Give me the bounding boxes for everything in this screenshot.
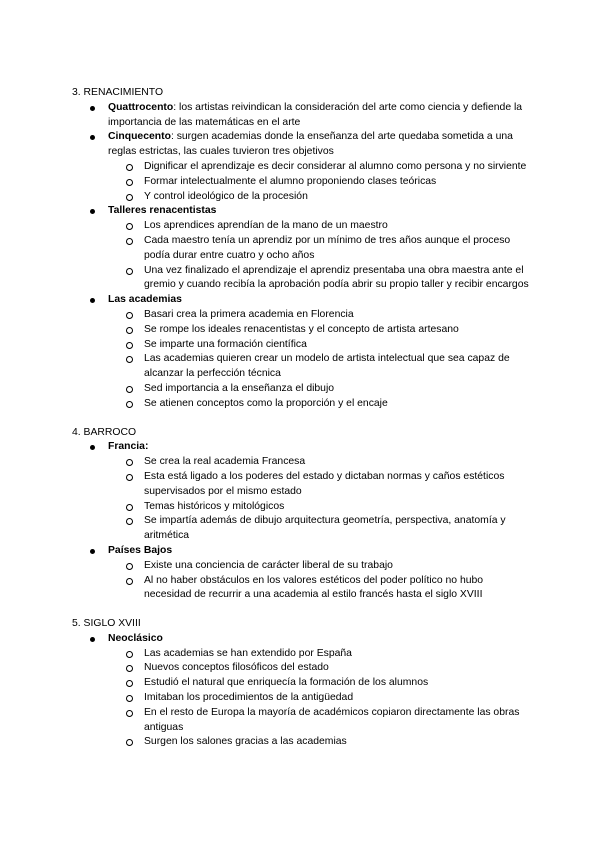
sub-item-text: En el resto de Europa la mayoría de académicos copiaron directamente las obras antiguas [144, 706, 520, 733]
sub-list-item [144, 190, 532, 205]
sub-list-item [144, 382, 532, 397]
sub-list-item [144, 338, 532, 353]
sub-list-item [144, 470, 532, 500]
sub-item-text: Las academias quieren crear un modelo de artista intelectual que sea capaz de alcanzar la perfección técnica [144, 353, 510, 380]
sub-list-item [144, 175, 532, 190]
hollow-bullet-icon [126, 474, 133, 481]
hollow-bullet-icon [126, 238, 133, 245]
hollow-bullet-icon [126, 356, 133, 363]
hollow-bullet-icon [126, 401, 133, 408]
filled-bullet-icon [90, 298, 95, 303]
item-heading: Países Bajos [108, 544, 173, 556]
sub-item-text: Se imparte una formación científica [144, 338, 307, 350]
sub-item-text: Temas históricos y mitológicos [144, 500, 285, 512]
sub-list-item [144, 308, 532, 323]
hollow-bullet-icon [126, 710, 133, 717]
sub-item-text: Al no haber obstáculos en los valores estéticos del poder político no hubo necesidad de recurrir a una academia al estilo francés hasta el siglo XVIII [144, 574, 484, 601]
sub-item-text: Se rompe los ideales renacentistas y el concepto de artista artesano [144, 323, 459, 335]
hollow-bullet-icon [126, 194, 133, 201]
hollow-bullet-icon [126, 680, 133, 687]
sub-list-item [144, 264, 532, 294]
list-item [108, 101, 532, 131]
section-title: 4. BARROCO [72, 426, 137, 438]
hollow-bullet-icon [126, 578, 133, 585]
sub-list-item [144, 706, 532, 736]
sub-item-text: Estudió el natural que enriquecía la formación de los alumnos [144, 677, 429, 689]
sub-item-text: Cada maestro tenía un aprendiz por un mínimo de tres años aunque el proceso podía durar entre cuatro y ocho años [144, 234, 511, 261]
sub-list-item [144, 160, 532, 175]
sub-item-text: Esta está ligado a los poderes del estado y dictaban normas y caños estéticos supervisados por el mismo estado [144, 470, 505, 497]
filled-bullet-icon [90, 637, 95, 642]
hollow-bullet-icon [126, 504, 133, 511]
item-text: : los artistas reivindican la consideración del arte como ciencia y defiende la importancia de las matemáticas en el arte [108, 101, 523, 128]
sub-list-item [144, 352, 532, 382]
hollow-bullet-icon [126, 651, 133, 658]
sub-item-text: Existe una conciencia de carácter liberal de su trabajo [144, 559, 393, 571]
hollow-bullet-icon [126, 342, 133, 349]
sub-list-item [144, 661, 532, 676]
sub-list-item [144, 500, 532, 515]
section-title: 5. SIGLO XVIII [72, 618, 141, 630]
sub-list-item [144, 574, 532, 604]
hollow-bullet-icon [126, 695, 133, 702]
sub-item-text: Dignificar el aprendizaje es decir considerar al alumno como persona y no sirviente [144, 160, 527, 172]
sub-item-text: Las academias se han extendido por España [144, 647, 352, 659]
sub-item-text: Una vez finalizado el aprendizaje el aprendiz presentaba una obra maestra ante el gremio y cuando recibía la aprobación podía abrir su propio taller y recibir encargos [144, 264, 529, 291]
hollow-bullet-icon [126, 386, 133, 393]
sub-item-text: Surgen los salones gracias a las academias [144, 736, 347, 748]
item-heading: Las academias [108, 294, 182, 306]
sub-item-text: Se atienen conceptos como la proporción y el encaje [144, 397, 388, 409]
filled-bullet-icon [90, 209, 95, 214]
sub-item-text: Y control ideológico de la procesión [144, 190, 308, 202]
item-heading: Neoclásico [108, 632, 163, 644]
sub-item-text: Nuevos conceptos filosóficos del estado [144, 662, 329, 674]
filled-bullet-icon [90, 445, 95, 450]
hollow-bullet-icon [126, 518, 133, 525]
list-item [108, 293, 532, 411]
list-item [108, 440, 532, 544]
sub-item-text: Imitaban los procedimientos de la antigüedad [144, 692, 354, 704]
filled-bullet-icon [90, 549, 95, 554]
sub-list-item [144, 691, 532, 706]
item-heading: Quattrocento [108, 101, 174, 113]
section-barroco [72, 426, 532, 604]
sub-item-text: Sed importancia a la enseñanza el dibujo [144, 382, 335, 394]
hollow-bullet-icon [126, 312, 133, 319]
sub-list-item [144, 323, 532, 338]
item-heading: Talleres renacentistas [108, 205, 217, 217]
sub-item-text: Los aprendices aprendían de la mano de un maestro [144, 220, 388, 232]
sub-item-text: Se impartía además de dibujo arquitectura geometría, perspectiva, anatomía y aritmética [144, 515, 506, 542]
sub-list-item [144, 676, 532, 691]
sub-list-item [144, 397, 532, 412]
list-item [108, 130, 532, 204]
section-siglo-xviii [72, 617, 532, 750]
sub-item-text: Se crea la real academia Francesa [144, 456, 306, 468]
hollow-bullet-icon [126, 268, 133, 275]
hollow-bullet-icon [126, 665, 133, 672]
filled-bullet-icon [90, 106, 95, 111]
sub-list-item [144, 559, 532, 574]
hollow-bullet-icon [126, 327, 133, 334]
sub-list-item [144, 234, 532, 264]
sub-item-text: Basari crea la primera academia en Florencia [144, 308, 354, 320]
sub-list-item [144, 455, 532, 470]
list-item [108, 204, 532, 293]
hollow-bullet-icon [126, 223, 133, 230]
section-renacimiento [72, 86, 532, 412]
hollow-bullet-icon [126, 563, 133, 570]
sub-list-item [144, 219, 532, 234]
item-heading: Francia: [108, 441, 149, 453]
list-item [108, 544, 532, 603]
item-heading: Cinquecento [108, 131, 171, 143]
hollow-bullet-icon [126, 179, 133, 186]
sub-list-item [144, 514, 532, 544]
filled-bullet-icon [90, 135, 95, 140]
hollow-bullet-icon [126, 459, 133, 466]
sub-list-item [144, 647, 532, 662]
section-title: 3. RENACIMIENTO [72, 87, 164, 98]
sub-list-item [144, 735, 532, 750]
sub-item-text: Formar intelectualmente el alumno proponiendo clases teóricas [144, 175, 437, 187]
list-item [108, 632, 532, 750]
item-text: : surgen academias donde la enseñanza del arte quedaba sometida a una reglas estrictas, las cuales tuvieron tres objetivos [108, 131, 513, 158]
hollow-bullet-icon [126, 739, 133, 746]
document-page [72, 86, 532, 764]
hollow-bullet-icon [126, 164, 133, 171]
